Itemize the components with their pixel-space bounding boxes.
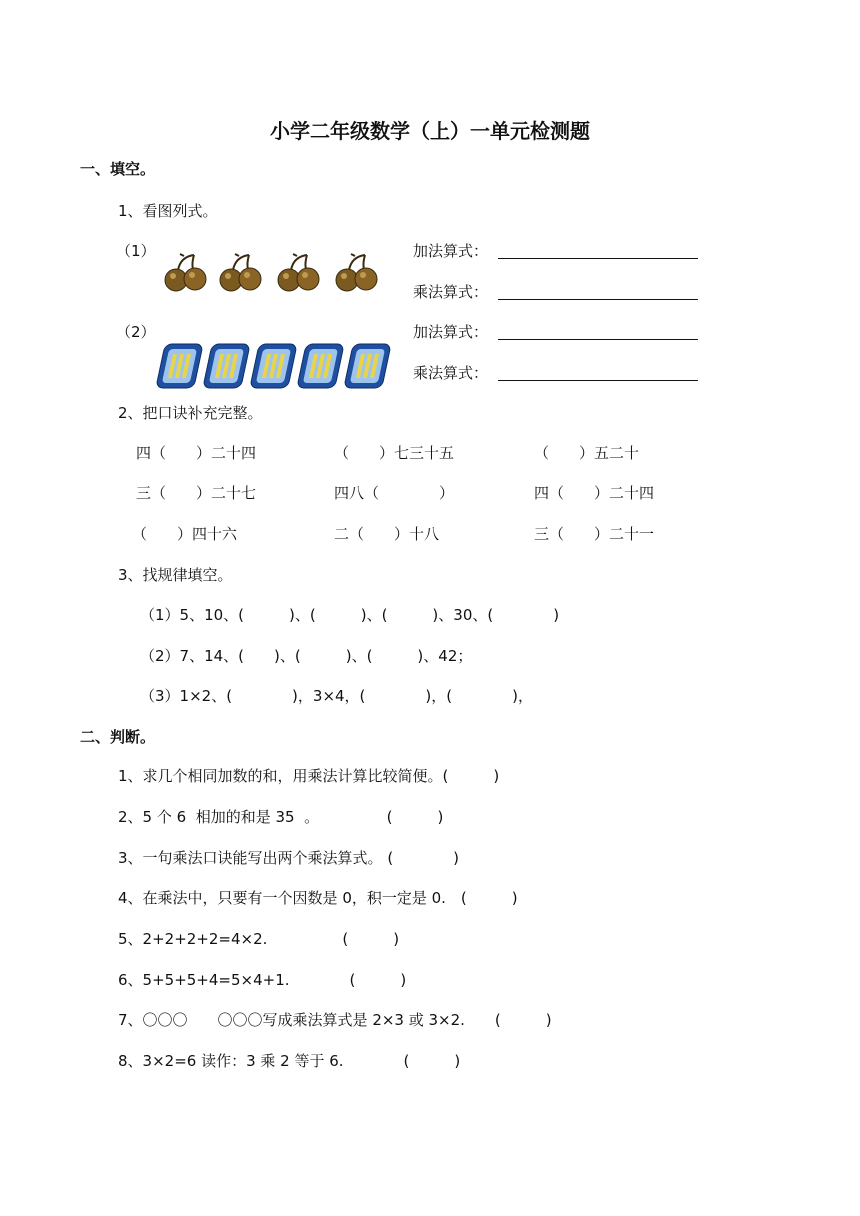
sponge-icon-row: [156, 340, 386, 392]
cherries-icon-row: [162, 254, 382, 296]
q1-group2-add-label: 加法算式：: [413, 323, 489, 341]
judge-item[interactable]: 8、3×2=6 读作：3 乘 2 等于 6. ( ): [118, 1052, 461, 1070]
q1-group1-mul-label: 乘法算式：: [413, 283, 489, 301]
cherries-icon: [220, 254, 261, 291]
q1-group1-add-blank[interactable]: [498, 258, 698, 259]
q1-group1-mul-blank[interactable]: [498, 299, 698, 300]
page-title: 小学二年级数学（上）一单元检测题: [270, 119, 590, 143]
sponge-icon: [250, 344, 297, 388]
q1-group1-number: （1）: [116, 242, 156, 260]
q3-label: 3、找规律填空。: [118, 566, 233, 584]
cherries-icon: [165, 254, 206, 291]
q2-cell[interactable]: 三（ ）二十七: [136, 484, 257, 502]
q2-cell[interactable]: 三（ ）二十一: [534, 525, 655, 543]
q3-item[interactable]: （2）7、14、( )、( )、( )、42；: [140, 647, 473, 665]
judge-item[interactable]: 4、在乘法中，只要有一个因数是 0，积一定是 0. ( ): [118, 889, 518, 907]
q3-item[interactable]: （3）1×2、( )，3×4，( )，( )，: [140, 687, 533, 705]
judge-item[interactable]: 1、求几个相同加数的和，用乘法计算比较简便。( ): [118, 767, 500, 785]
q1-group2-mul-label: 乘法算式：: [413, 364, 489, 382]
cherries-icon: [336, 254, 377, 291]
q2-cell[interactable]: （ ）七三十五: [334, 444, 455, 462]
section2-heading: 二、判断。: [80, 728, 156, 746]
q2-cell[interactable]: 四（ ）二十四: [534, 484, 655, 502]
q1-label: 1、看图列式。: [118, 202, 218, 220]
cherries-icon: [278, 254, 319, 291]
q2-cell[interactable]: 二（ ）十八: [334, 525, 440, 543]
q1-group2-mul-blank[interactable]: [498, 380, 698, 381]
q2-cell[interactable]: 四八（ ）: [334, 484, 455, 502]
sponge-icon: [156, 344, 203, 388]
judge-item[interactable]: 7、〇〇〇 〇〇〇写成乘法算式是 2×3 或 3×2. ( ): [118, 1011, 552, 1029]
sponge-icon: [203, 344, 250, 388]
section1-heading: 一、填空。: [80, 160, 156, 178]
q1-group2-add-blank[interactable]: [498, 339, 698, 340]
judge-item[interactable]: 2、5 个 6 相加的和是 35 。 ( ): [118, 808, 444, 826]
q2-cell[interactable]: （ ）五二十: [534, 444, 640, 462]
q2-cell[interactable]: （ ）四十六: [132, 525, 238, 543]
judge-item[interactable]: 6、5+5+5+4=5×4+1. ( ): [118, 971, 407, 989]
sponge-icon: [297, 344, 344, 388]
judge-item[interactable]: 5、2+2+2+2=4×2. ( ): [118, 930, 400, 948]
sponge-icon: [344, 344, 391, 388]
q2-label: 2、把口诀补充完整。: [118, 404, 263, 422]
q1-group2-number: （2）: [116, 323, 156, 341]
q3-item[interactable]: （1）5、10、( )、( )、( )、30、( ): [140, 606, 560, 624]
q2-cell[interactable]: 四（ ）二十四: [136, 444, 257, 462]
q1-group1-add-label: 加法算式：: [413, 242, 489, 260]
judge-item[interactable]: 3、一句乘法口诀能写出两个乘法算式。 ( ): [118, 849, 460, 867]
